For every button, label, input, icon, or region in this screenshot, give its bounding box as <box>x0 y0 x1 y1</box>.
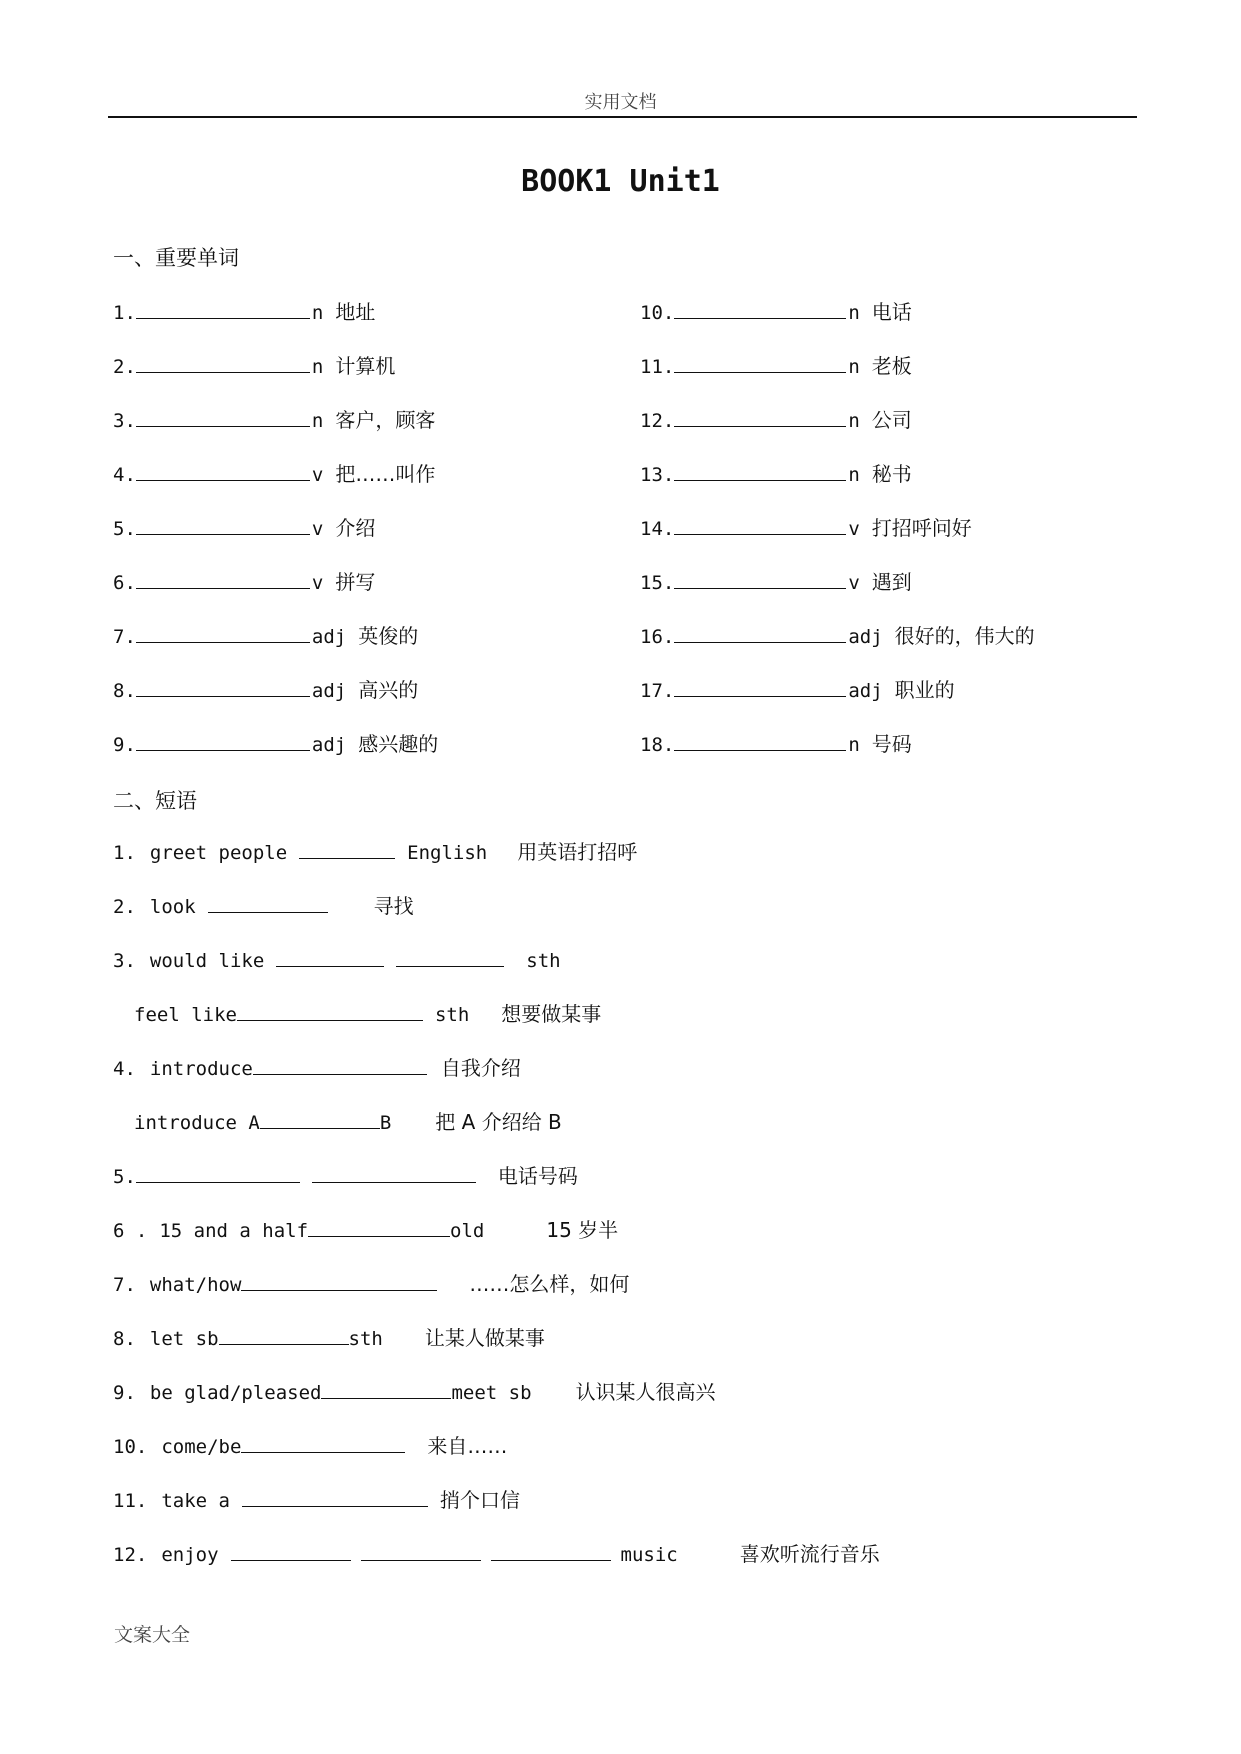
phrase-meaning: 捎个口信 <box>439 1488 520 1512</box>
answer-blank[interactable] <box>241 1268 437 1291</box>
part-of-speech: v <box>848 518 860 540</box>
word-item-6 <box>113 566 375 595</box>
word-meaning: 拼写 <box>335 570 376 594</box>
phrase-meaning: 用英语打招呼 <box>517 840 638 864</box>
phrase-meaning: 让某人做某事 <box>424 1326 545 1350</box>
phrase-text: old <box>450 1220 485 1242</box>
part-of-speech: v <box>848 572 860 594</box>
phrase-item-12 <box>113 1538 880 1567</box>
phrase-number: 3. <box>113 950 136 972</box>
phrase-text: sth <box>348 1328 383 1350</box>
answer-blank[interactable] <box>260 1106 380 1129</box>
word-item-13 <box>640 458 912 487</box>
word-number: 11. <box>640 356 675 378</box>
phrase-item-8 <box>113 1322 545 1351</box>
part-of-speech: v <box>311 518 324 540</box>
part-of-speech: n <box>848 302 860 324</box>
header-rule <box>108 116 1137 118</box>
word-item-2 <box>113 350 395 379</box>
document-title: BOOK1 Unit1 <box>521 164 720 199</box>
word-meaning: 打招呼问好 <box>871 516 972 540</box>
phrase-meaning: 把 A 介绍给 B <box>435 1110 562 1134</box>
phrase-text: feel like <box>134 1004 237 1026</box>
word-number: 18. <box>640 734 675 756</box>
answer-blank[interactable] <box>136 458 310 481</box>
word-number: 7. <box>113 626 136 648</box>
phrase-number: 9. <box>113 1382 136 1404</box>
word-number: 10. <box>640 302 675 324</box>
word-number: 15. <box>640 572 675 594</box>
part-of-speech: adj <box>848 680 883 702</box>
phrase-meaning: 认识某人很高兴 <box>575 1380 716 1404</box>
phrase-number: 4. <box>113 1058 136 1080</box>
page-footer: 文案大全 <box>114 1624 191 1646</box>
part-of-speech: n <box>848 356 860 378</box>
phrase-number: 12. <box>113 1544 148 1566</box>
phrase-text: come/be <box>161 1436 242 1458</box>
answer-blank[interactable] <box>674 458 846 481</box>
answer-blank[interactable] <box>242 1484 428 1507</box>
phrase-text: sth <box>526 950 561 972</box>
phrase-item-4 <box>113 1052 521 1081</box>
part-of-speech: v <box>311 572 324 594</box>
word-number: 2. <box>113 356 136 378</box>
word-item-17 <box>640 674 955 703</box>
word-number: 8. <box>113 680 136 702</box>
word-number: 16. <box>640 626 675 648</box>
part-of-speech: adj <box>848 626 883 648</box>
phrase-text: introduce A <box>134 1112 260 1134</box>
phrase-text: English <box>407 842 488 864</box>
answer-blank[interactable] <box>674 296 846 319</box>
word-number: 13. <box>640 464 675 486</box>
part-of-speech: v <box>311 464 324 486</box>
phrase-text: B <box>379 1112 392 1134</box>
phrase-item-6 <box>113 1214 618 1243</box>
word-meaning: 电话 <box>871 300 912 324</box>
phrase-meaning: 电话号码 <box>497 1164 578 1188</box>
answer-blank[interactable] <box>674 728 846 751</box>
word-meaning: 秘书 <box>871 462 912 486</box>
phrase-text: be glad/pleased <box>149 1382 322 1404</box>
phrase-text: 15 and a half <box>159 1220 309 1242</box>
word-item-15 <box>640 566 912 595</box>
phrase-meaning: 喜欢听流行音乐 <box>739 1542 880 1566</box>
answer-blank[interactable] <box>321 1376 451 1399</box>
word-number: 4. <box>113 464 136 486</box>
answer-blank[interactable] <box>276 944 384 967</box>
phrase-meaning: ……怎么样，如何 <box>469 1272 630 1296</box>
answer-blank[interactable] <box>253 1052 427 1075</box>
part-of-speech: n <box>311 302 324 324</box>
word-meaning: 很好的，伟大的 <box>894 624 1035 648</box>
phrase-number: 1. <box>113 842 136 864</box>
word-item-1 <box>113 296 375 325</box>
part-of-speech: n <box>848 734 860 756</box>
part-of-speech: adj <box>311 626 347 648</box>
word-number: 14. <box>640 518 675 540</box>
word-item-18 <box>640 728 912 757</box>
word-number: 6. <box>113 572 136 594</box>
phrase-number: 8. <box>113 1328 136 1350</box>
word-meaning: 客户，顾客 <box>335 408 436 432</box>
word-item-4 <box>113 458 435 487</box>
answer-blank[interactable] <box>231 1538 351 1561</box>
answer-blank[interactable] <box>308 1214 450 1237</box>
word-meaning: 老板 <box>871 354 912 378</box>
word-item-7 <box>113 620 418 649</box>
answer-blank[interactable] <box>237 998 423 1021</box>
phrase-item-2 <box>113 890 414 919</box>
word-item-9 <box>113 728 438 757</box>
part-of-speech: adj <box>311 680 347 702</box>
phrase-text: let sb <box>149 1328 219 1350</box>
word-item-11 <box>640 350 912 379</box>
word-meaning: 职业的 <box>894 678 955 702</box>
phrase-text: music <box>620 1544 678 1566</box>
phrase-item-4b <box>134 1106 562 1135</box>
answer-blank[interactable] <box>208 890 328 913</box>
phrase-item-10 <box>113 1430 507 1459</box>
phrase-meaning: 想要做某事 <box>501 1002 602 1026</box>
answer-blank[interactable] <box>361 1538 481 1561</box>
word-meaning: 公司 <box>871 408 912 432</box>
part-of-speech: n <box>311 356 324 378</box>
word-meaning: 高兴的 <box>358 678 419 702</box>
word-item-8 <box>113 674 418 703</box>
phrase-meaning: 来自…… <box>427 1434 508 1458</box>
answer-blank[interactable] <box>219 1322 349 1345</box>
word-number: 3. <box>113 410 136 432</box>
part-of-speech: n <box>311 410 324 432</box>
phrase-number: 2. <box>113 896 136 918</box>
answer-blank[interactable] <box>136 566 310 589</box>
answer-blank[interactable] <box>136 620 310 643</box>
phrase-item-11 <box>113 1484 520 1513</box>
word-meaning: 计算机 <box>335 354 396 378</box>
answer-blank[interactable] <box>136 1160 300 1183</box>
part-of-speech: n <box>848 464 860 486</box>
word-meaning: 介绍 <box>335 516 376 540</box>
answer-blank[interactable] <box>136 350 310 373</box>
answer-blank[interactable] <box>136 674 310 697</box>
phrase-item-7 <box>113 1268 629 1297</box>
phrase-item-1 <box>113 836 637 865</box>
phrase-item-3 <box>113 944 561 972</box>
answer-blank[interactable] <box>674 350 846 373</box>
word-item-14 <box>640 512 972 541</box>
word-number: 1. <box>113 302 136 324</box>
word-meaning: 号码 <box>871 732 912 756</box>
answer-blank[interactable] <box>136 296 310 319</box>
phrase-text: meet sb <box>451 1382 532 1404</box>
word-item-3 <box>113 404 435 433</box>
answer-blank[interactable] <box>312 1160 476 1183</box>
phrase-text: enjoy <box>161 1544 219 1566</box>
phrase-text: introduce <box>149 1058 253 1080</box>
phrase-number: 10. <box>113 1436 148 1458</box>
answer-blank[interactable] <box>674 512 846 535</box>
phrase-text: what/how <box>149 1274 242 1296</box>
answer-blank[interactable] <box>674 404 846 427</box>
word-item-5 <box>113 512 375 541</box>
phrase-meaning: 15 岁半 <box>546 1218 619 1242</box>
word-item-16 <box>640 620 1035 649</box>
word-number: 17. <box>640 680 675 702</box>
phrase-text: greet people <box>149 842 288 864</box>
word-meaning: 英俊的 <box>358 624 419 648</box>
page-header: 实用文档 <box>584 92 657 113</box>
part-of-speech: adj <box>311 734 347 756</box>
phrase-text: would like <box>149 950 265 972</box>
section-heading-phrases: 二、短语 <box>113 789 197 813</box>
answer-blank[interactable] <box>136 512 310 535</box>
answer-blank[interactable] <box>674 620 846 643</box>
word-number: 9. <box>113 734 136 756</box>
phrase-number: 11. <box>113 1490 148 1512</box>
phrase-item-5 <box>113 1160 578 1189</box>
answer-blank[interactable] <box>136 728 310 751</box>
phrase-item-3b <box>134 998 601 1027</box>
phrase-number: 5. <box>113 1166 136 1188</box>
phrase-number: 7. <box>113 1274 136 1296</box>
word-item-10 <box>640 296 912 325</box>
phrase-number: 6 . <box>113 1220 148 1242</box>
answer-blank[interactable] <box>396 944 504 967</box>
phrase-meaning: 自我介绍 <box>440 1056 521 1080</box>
word-number: 12. <box>640 410 675 432</box>
word-number: 5. <box>113 518 136 540</box>
phrase-text: take a <box>161 1490 230 1512</box>
word-meaning: 地址 <box>335 300 376 324</box>
section-heading-words: 一、重要单词 <box>113 246 239 270</box>
answer-blank[interactable] <box>241 1430 405 1453</box>
answer-blank[interactable] <box>491 1538 611 1561</box>
phrase-meaning: 寻找 <box>373 894 414 918</box>
answer-blank[interactable] <box>136 404 310 427</box>
phrase-item-9 <box>113 1376 716 1405</box>
part-of-speech: n <box>848 410 860 432</box>
word-meaning: 遇到 <box>871 570 912 594</box>
phrase-text: look <box>149 896 196 918</box>
answer-blank[interactable] <box>674 674 846 697</box>
answer-blank[interactable] <box>674 566 846 589</box>
word-meaning: 把……叫作 <box>335 462 436 486</box>
word-meaning: 感兴趣的 <box>358 732 439 756</box>
phrase-text: sth <box>434 1004 470 1026</box>
word-item-12 <box>640 404 912 433</box>
answer-blank[interactable] <box>299 836 395 859</box>
